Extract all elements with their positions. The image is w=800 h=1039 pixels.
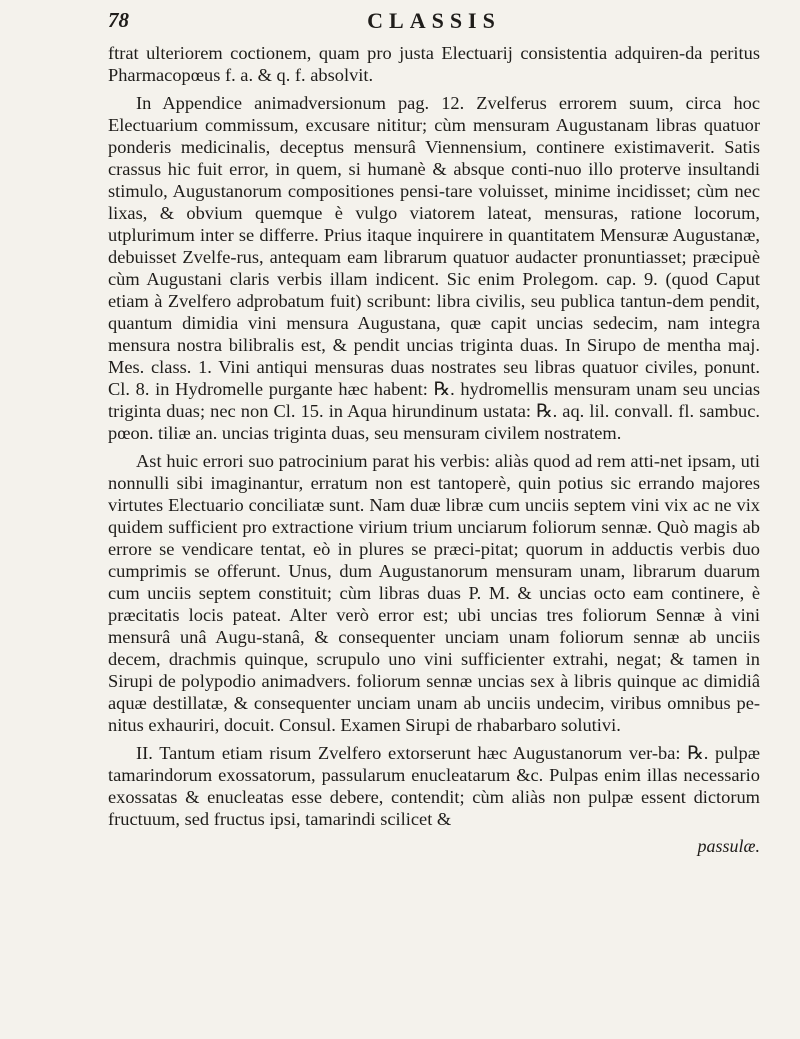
running-title: CLASSIS xyxy=(367,8,501,33)
paragraph-continuation: ftrat ulteriorem coctionem, quam pro justa Electuarij consistentia adquiren-da peritus Pharmacopœus f. a. & q. f. absolvit. xyxy=(108,43,760,85)
paragraph-section-ii: II. Tantum etiam risum Zvelfero extorserunt hæc Augustanorum ver-ba: ℞. pulpæ tamarindorum exossatorum, passularum enucleatarum &c. Pulpas enim illas necessario exossatas & enucleatas esse debere, contendit; cùm aliàs non pulpæ essent dictorum fructuum, sed fructus ipsi, tamarindi scilicet & xyxy=(108,743,760,829)
page-number: 78 xyxy=(108,8,129,32)
paragraph-ast-huic: Ast huic errori suo patrocinium parat his verbis: aliàs quod ad rem atti-net ipsam, uti nonnulli sibi imaginantur, erratum non est tantoperè, quin potius sic errando majores virtutes Electuario conciliatæ sunt. Nam duæ libræ cum unciis septem vini vix ac ne vix quidem sufficient pro extractione virium trium unciarum foliorum sennæ. Quò magis ab errore se vendicare tentat, eò in plures se præci-pitat; quorum in adductis verbis duo cumprimis se offerunt. Unus, dum Augustanorum mensuram unam, librarum duarum cum unciis septem constituit; cùm libras duas P. M. & uncias octo eam continere, è præcitatis locis pateat. Alter verò error est; ubi uncias tres foliorum Sennæ à vini mensurâ unâ Augu-stanâ, & consequenter unciam unam foliorum sennæ ab unciis decem, drachmis quinque, scrupulo uno vini sufficienter extrahi, negat; & tamen in Sirupi de polypodio animadvers. foliorum sennæ uncias sex à libris quinque ac dimidiâ aquæ destillatæ, & consequenter unciam unam ab unciis undecim, viribus omnibus pe-nitus exhauriri, docuit. Consul. Examen Sirupi de rhabarbaro solutivi. xyxy=(108,451,760,735)
catchword: passulæ. xyxy=(697,836,760,856)
paragraph-appendix: In Appendice animadversionum pag. 12. Zvelferus errorem suum, circa hoc Electuarium commissum, excusare nititur; cùm mensuram Augustanam libras quatuor ponderis medicinalis, deceptus mensurâ Viennensium, continere existimaverit. Satis crassus hic fuit error, in quem, si humanè & absque conti-nuo illo proterve insultandi stimulo, Augustanorum compositiones pensi-tare voluisset, minime incidisset; cùm nec lixas, & obvium quemque è vulgo viatorem lateat, mensuras, ratione locorum, utplurimum inter se differre. Prius itaque inquirere in quantitatem Mensuræ Augustanæ, debuisset Zvelfe-rus, antequam eam librarum quatuor audacter pronuntiasset; præcipuè cùm Augustani claris verbis illam indicent. Sic enim Prolegom. cap. 9. (quod Caput etiam à Zvelfero adprobatum fuit) scribunt: libra civilis, seu publica tantun-dem pendit, quantum dimidia vini mensura Augustana, quæ capit uncias sedecim, nam integra mensura nostra bilibralis est, & pendit uncias triginta duas. In Sirupo de mentha maj. Mes. class. 1. Vini antiqui mensuras duas nostrates seu libras quatuor civiles, ponunt. Cl. 8. in Hydromelle purgante hæc habent: ℞. hydromellis mensuram unam seu uncias triginta duas; nec non Cl. 15. in Aqua hirundinum ustata: ℞. aq. lil. convall. fl. sambuc. pœon. tiliæ an. uncias triginta duas, seu mensuram civilem nostratem. xyxy=(108,93,760,443)
body-text xyxy=(108,42,760,830)
page-header xyxy=(108,8,760,42)
